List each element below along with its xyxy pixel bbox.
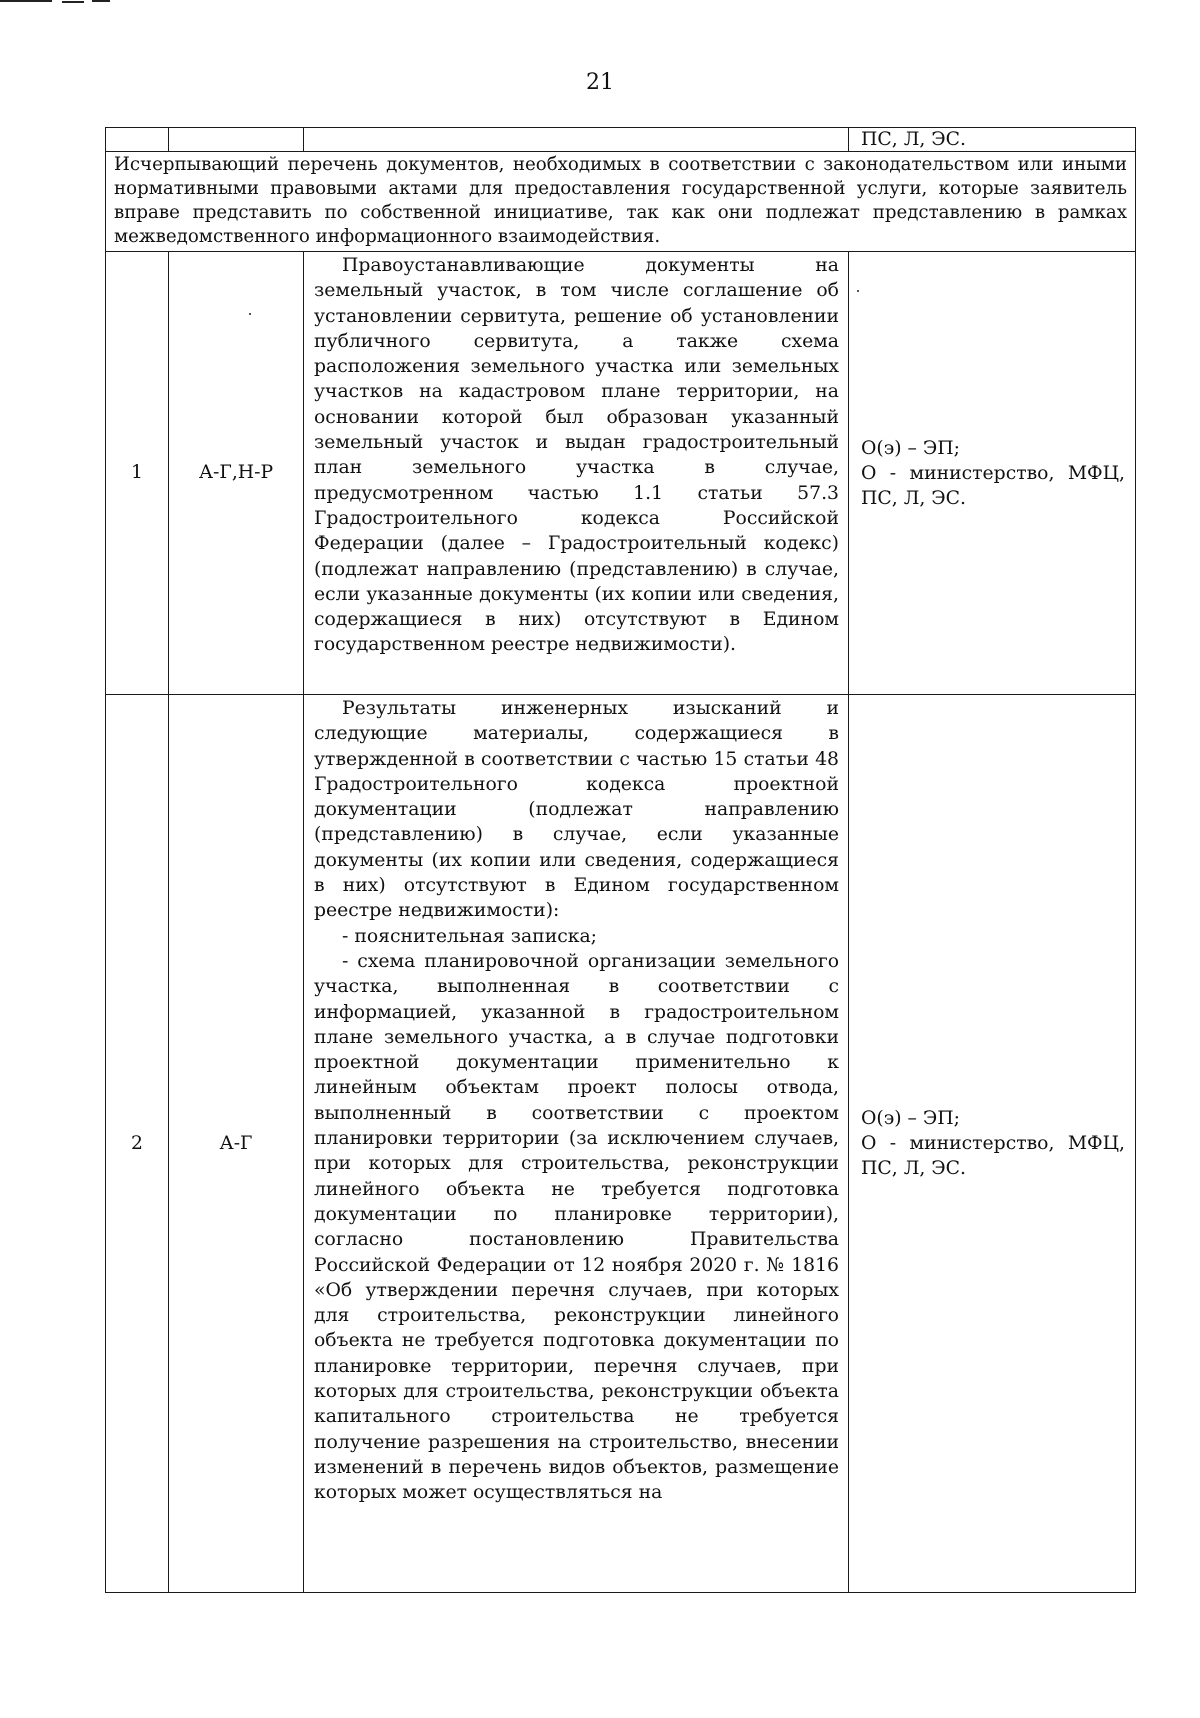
row-number: 1 [106,252,169,695]
submission-method-line: О - министерство, МФЦ, [861,1133,1125,1154]
page-number: 21 [586,70,614,95]
table-row [106,695,1136,1593]
cell-empty [304,128,849,152]
row-category-code: А-Г,Н-Р [169,252,304,695]
scan-artifact [92,0,110,2]
table-row-continuation [106,128,1136,152]
row-number: 2 [106,695,169,1593]
scan-artifact [62,1,84,3]
submission-method-line: ПС, Л, ЭС. [861,1158,967,1179]
scan-dot [857,290,859,292]
section-heading: Исчерпывающий перечень документов, необходимых в соответствии с законодательством или иными нормативными правовыми актами для предоставления государственной услуги, которые заявитель вправе представить по собственной инициативе, так как они подлежат представлению в рамках межведомственного информационного взаимодействия. [106,152,1136,252]
row-submission-method [849,252,1136,695]
table-row [106,252,1136,695]
description-paragraph: Результаты инженерных изысканий и следующие материалы, содержащиеся в утвержденной в соответствии с частью 15 статьи 48 Градостроительного кодекса проектной документации (подлежат направлению (представлению) в случае, если указанные документы (их копии или сведения, содержащиеся в них) отсутствуют в Едином государственном реестре недвижимости): [314,698,839,922]
submission-method-line: О - министерство, МФЦ, [861,462,1125,484]
cell-empty [106,128,169,152]
row-category-code: А-Г [169,695,304,1593]
scan-artifact [0,0,52,2]
row-document-description [304,695,849,1593]
cell-submission-method [849,128,1136,152]
submission-method-line: О(э) – ЭП; [861,1108,960,1129]
scan-dot [249,313,251,315]
description-list-item: - схема планировочной организации земельного участка, выполненная в соответствии с информацией, указанной в градостроительном плане земельного участка, а в случае подготовки проектной документации применительно к линейным объектам проект полосы отвода, выполненный в соответствии с проектом планировки территории (за исключением случаев, при которых для строительства, реконструкции линейного объекта не требуется подготовка документации по планировке территории), согласно постановлению Правительства Российской Федерации от 12 ноября 2020 г. № 1816 «Об утверждении перечня случаев, при которых для строительства, реконструкции линейного объекта не требуется подготовка документации по планировке территории, перечня случаев, при которых для строительства, реконструкции объекта капитального строительства не требуется получение разрешения на строительство, внесении изменений в перечень видов объектов, размещение которых может осуществляться на [314,950,839,1504]
description-paragraph: Правоустанавливающие документы на земельный участок, в том числе соглашение об установлении сервитута, решение об установлении публичного сервитута, а также схема расположения земельного участка или земельных участков на кадастровом плане территории, на основании которой был образован указанный земельный участок и выдан градостроительный план земельного участка в случае, предусмотренном частью 1.1 статьи 57.3 Градостроительного кодекса Российской Федерации (далее – Градостроительный кодекс) (подлежат направлению (представлению) в случае, если указанные документы (их копии или сведения, содержащиеся в них) отсутствуют в Едином государственном реестре недвижимости). [314,255,839,656]
cell-empty [169,128,304,152]
submission-method-text: ПС, Л, ЭС. [861,129,967,150]
submission-method-line: ПС, Л, ЭС. [861,487,967,509]
description-list-item: - пояснительная записка; [342,925,597,947]
table-section-heading-row [106,152,1136,252]
row-submission-method [849,695,1136,1593]
row-document-description [304,252,849,695]
submission-method-line: О(э) – ЭП; [861,437,960,459]
documents-table [105,127,1136,1593]
